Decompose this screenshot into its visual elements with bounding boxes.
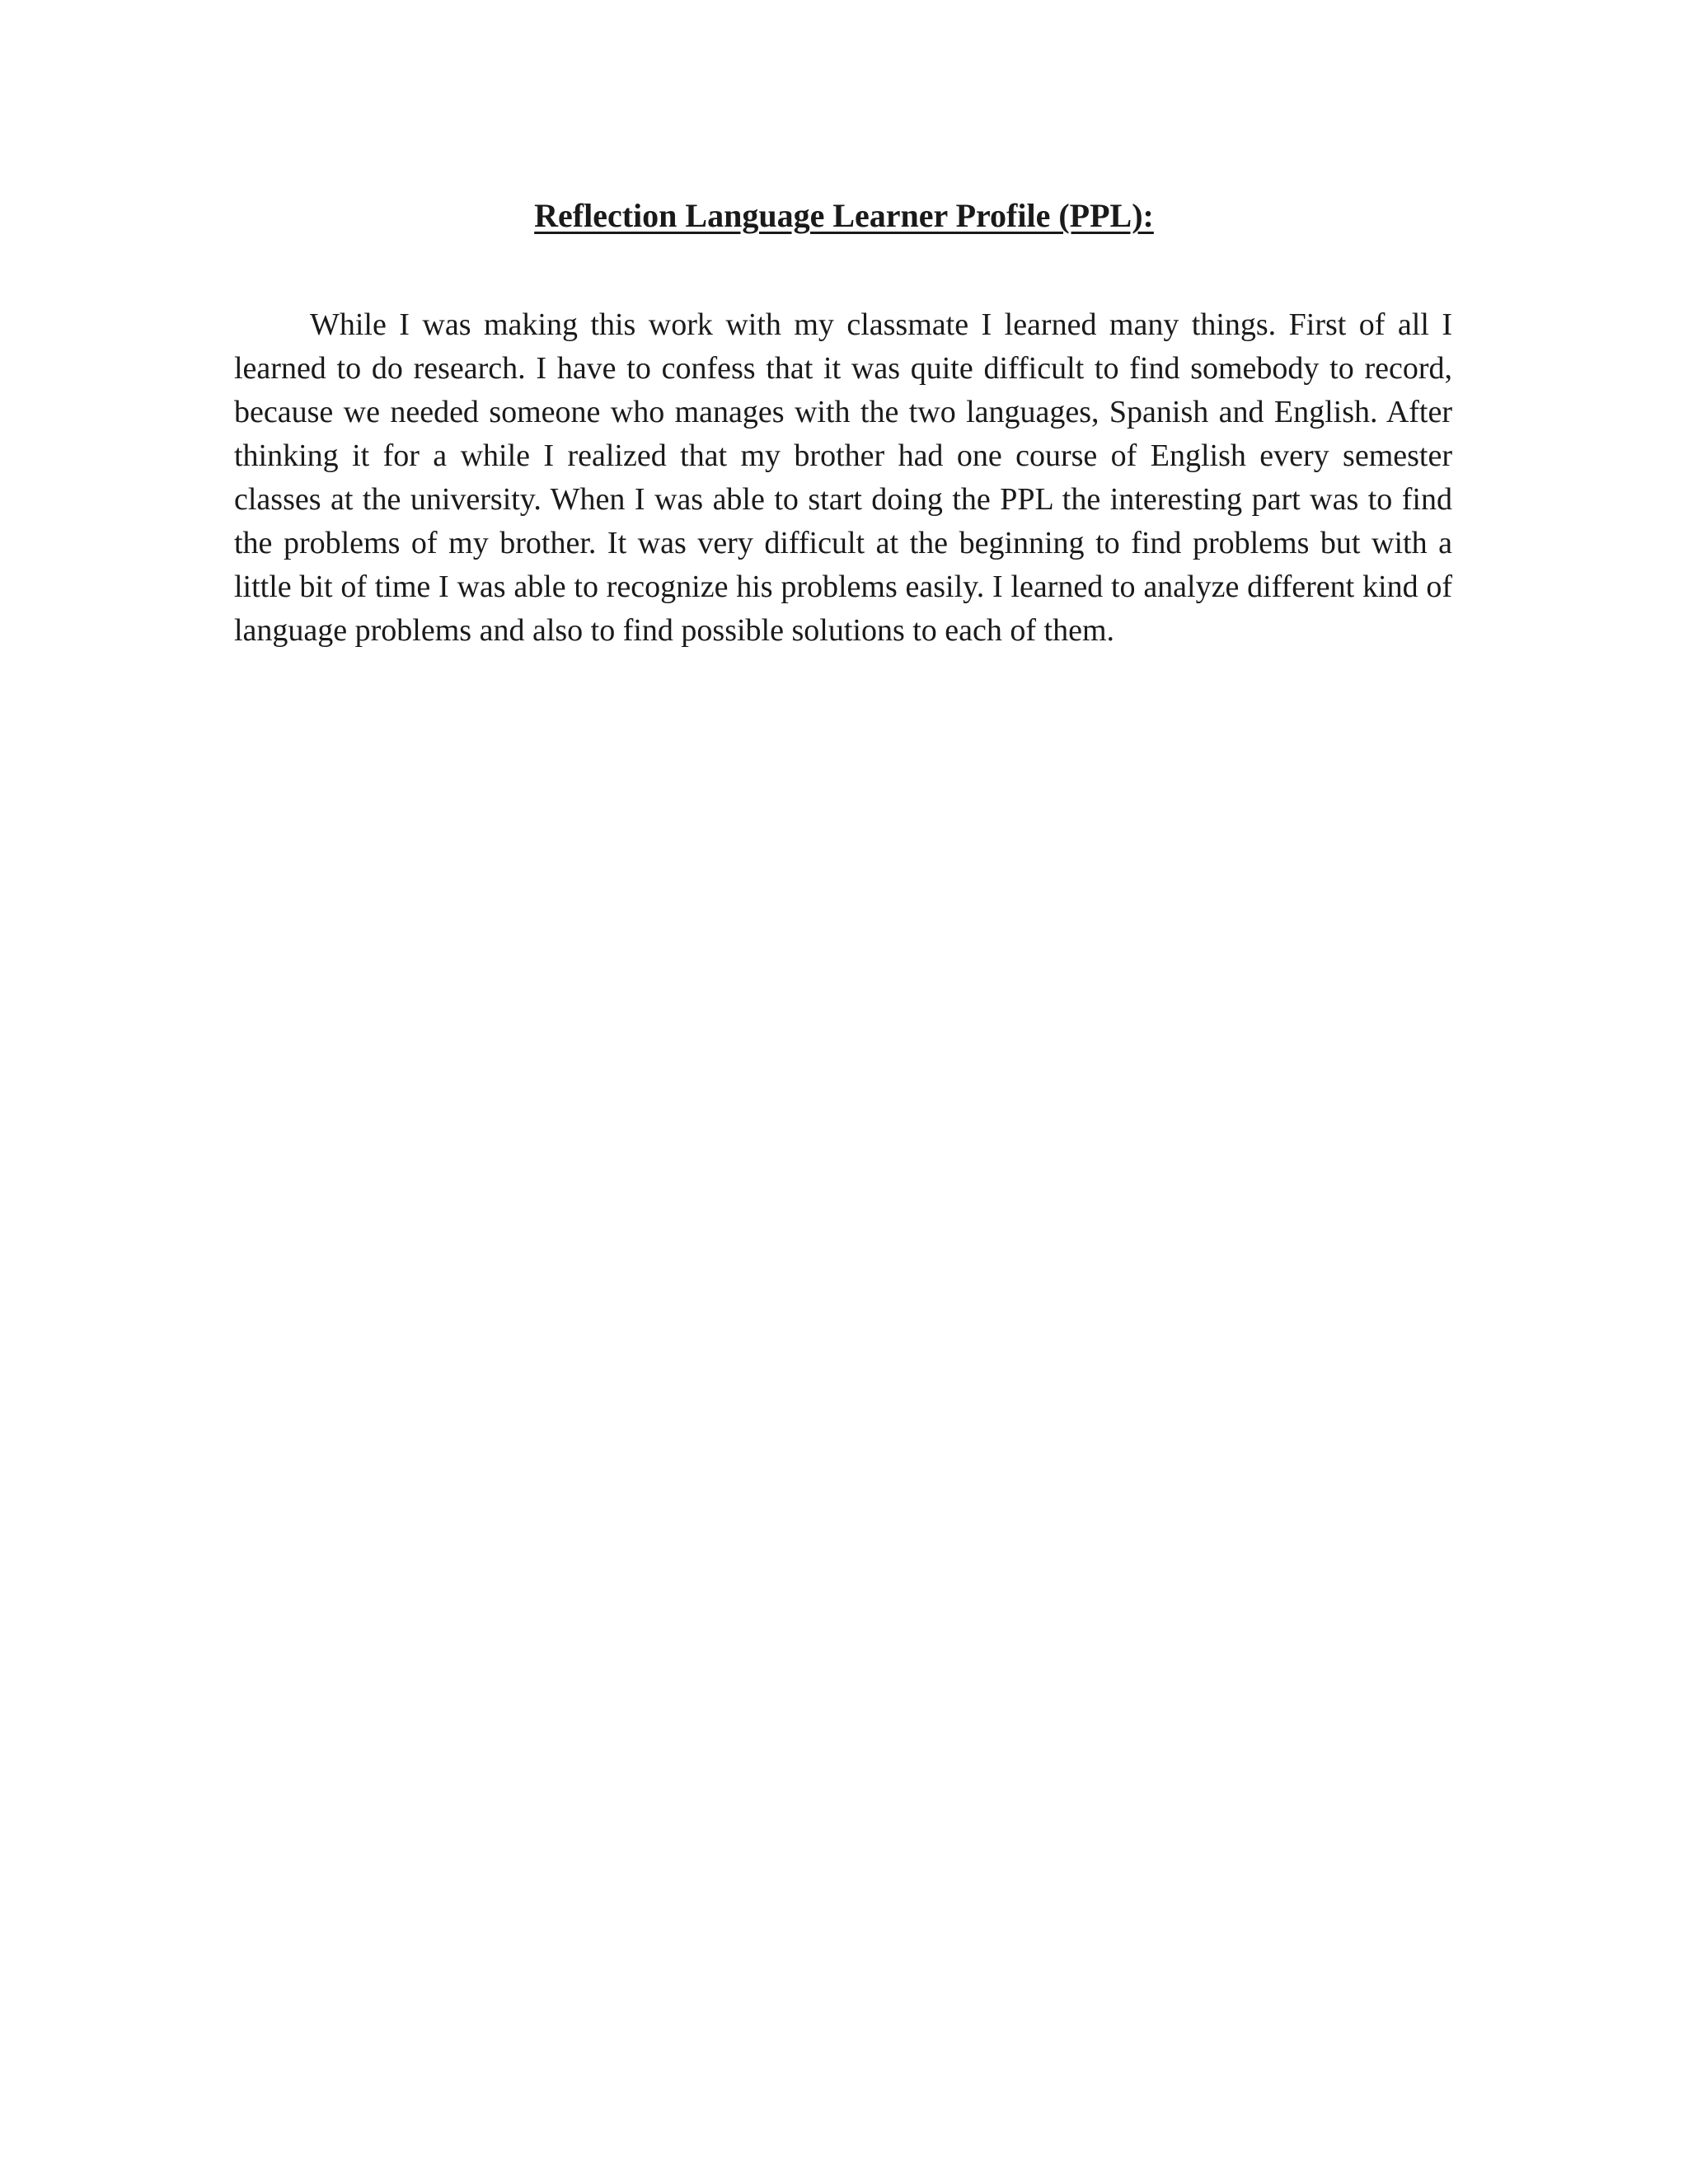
document-title: Reflection Language Learner Profile (PPL): (534, 197, 1154, 234)
body-paragraph: While I was making this work with my classmate I learned many things. First of all I learned to do research. I have to confess that it was quite difficult to find somebody to record, because we needed someone who manages with the two languages, Spanish and English. After thinking it for a while I realized that my brother had one course of English every semester classes at the university. When I was able to start doing the PPL the interesting part was to find the problems of my brother. It was very difficult at the beginning to find problems but with a little bit of time I was able to recognize his problems easily. I learned to analyze different kind of language problems and also to find possible solutions to each of them. (234, 307, 1452, 648)
